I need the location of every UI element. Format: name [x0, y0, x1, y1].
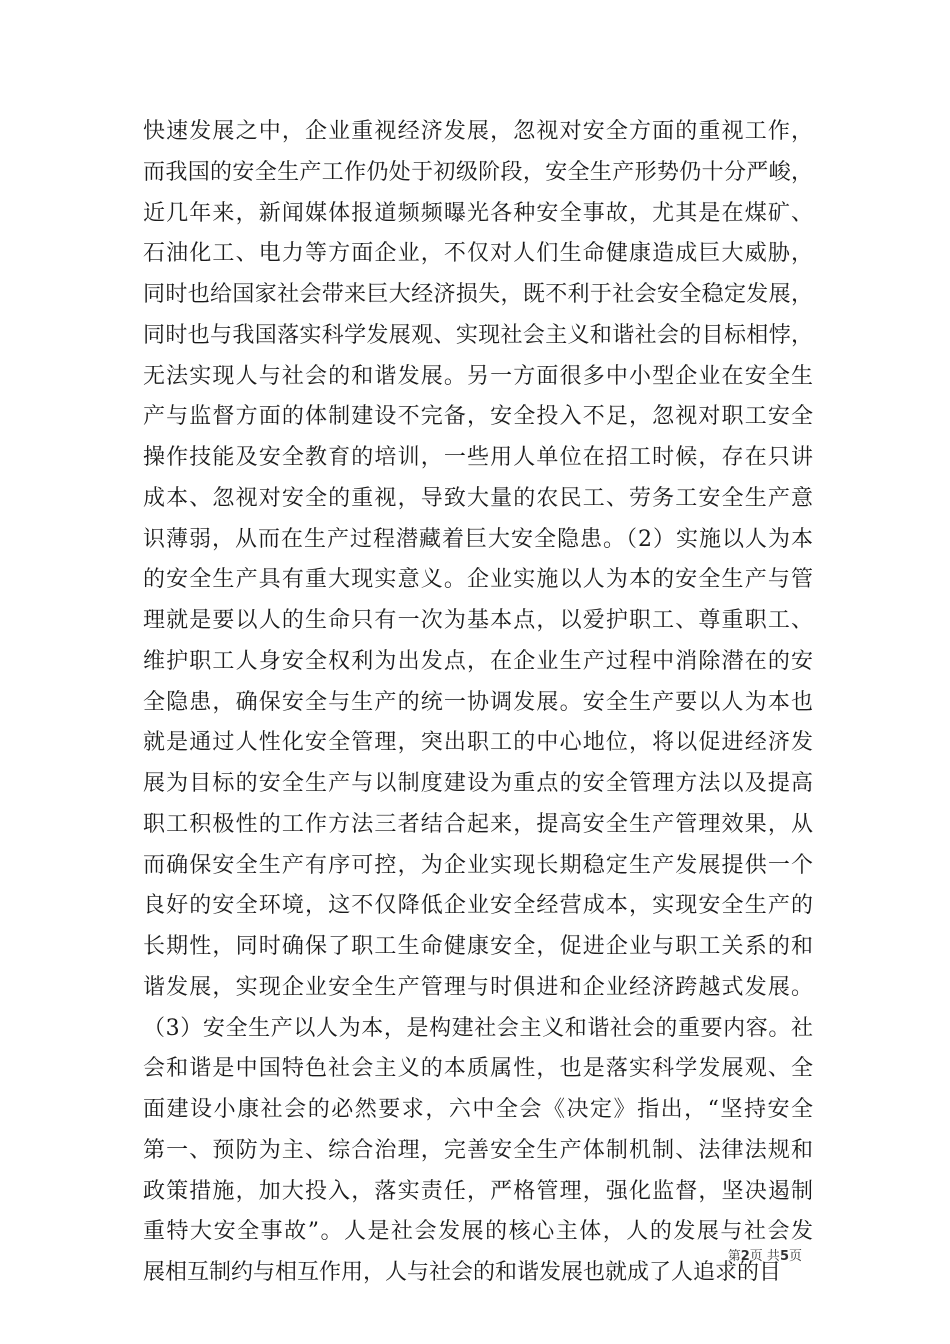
text-line: 面建设小康社会的必然要求，六中全会《决定》指出，“坚持安全 — [143, 1097, 813, 1122]
page-number-footer — [728, 1245, 802, 1264]
text-line: 全隐患，确保安全与生产的统一协调发展。安全生产要以人为本也 — [143, 689, 813, 715]
body-text — [143, 112, 813, 1294]
text-line: 成本、忽视对安全的重视，导致大量的农民工、劳务工安全生产意 — [143, 485, 813, 511]
current-page-number: 2 — [740, 1249, 750, 1264]
text-line: 同时也给国家社会带来巨大经济损失，既不利于社会安全稳定发展， — [143, 282, 813, 307]
text-line: 良好的安全环境，这不仅降低企业安全经营成本，实现安全生产的 — [143, 893, 813, 919]
text-line: 第一、预防为主、综合治理，完善安全生产体制机制、法律法规和 — [143, 1137, 813, 1163]
text-line: （3）安全生产以人为本，是构建社会主义和谐社会的重要内容。社 — [143, 1015, 813, 1041]
text-line: 近几年来，新闻媒体报道频频曝光各种安全事故，尤其是在煤矿、 — [143, 200, 813, 226]
text-line: 操作技能及安全教育的培训，一些用人单位在招工时候，存在只讲 — [143, 445, 813, 470]
text-line: 重特大安全事故”。人是社会发展的核心主体，人的发展与社会发 — [143, 1219, 813, 1245]
text-line: 政策措施，加大投入，落实责任，严格管理，强化监督，坚决遏制 — [143, 1178, 813, 1204]
page-prefix: 第 — [727, 1249, 741, 1264]
text-line: 同时也与我国落实科学发展观、实现社会主义和谐社会的目标相悖， — [143, 322, 813, 348]
text-line: 展相互制约与相互作用，人与社会的和谐发展也就成了人追求的目 — [143, 1260, 782, 1285]
text-line: 维护职工人身安全权利为出发点，在企业生产过程中消除潜在的安 — [143, 648, 813, 674]
text-line: 石油化工、电力等方面企业，不仅对人们生命健康造成巨大威胁， — [143, 241, 813, 267]
text-line: 就是通过人性化安全管理，突出职工的中心地位，将以促进经济发 — [143, 730, 813, 756]
text-line: 无法实现人与社会的和谐发展。另一方面很多中小型企业在安全生 — [143, 363, 813, 389]
text-line: 会和谐是中国特色社会主义的本质属性，也是落实科学发展观、全 — [143, 1056, 813, 1082]
text-line: 的安全生产具有重大现实意义。企业实施以人为本的安全生产与管 — [143, 567, 813, 593]
total-pages-number: 5 — [779, 1249, 789, 1264]
text-line: 理就是要以人的生命只有一次为基本点，以爱护职工、尊重职工、 — [143, 608, 813, 633]
page-suffix: 页 — [788, 1249, 802, 1264]
text-line: 而确保安全生产有序可控，为企业实现长期稳定生产发展提供一个 — [143, 852, 813, 878]
text-line: 长期性，同时确保了职工生命健康安全，促进企业与职工关系的和 — [143, 934, 813, 959]
text-line: 展为目标的安全生产与以制度建设为重点的安全管理方法以及提高 — [143, 771, 813, 796]
text-line: 而我国的安全生产工作仍处于初级阶段，安全生产形势仍十分严峻， — [143, 159, 813, 185]
text-line: 谐发展，实现企业安全生产管理与时俱进和企业经济跨越式发展。 — [143, 974, 813, 1000]
text-line: 职工积极性的工作方法三者结合起来，提高安全生产管理效果，从 — [143, 811, 813, 837]
text-line: 快速发展之中，企业重视经济发展，忽视对安全方面的重视工作， — [143, 119, 813, 144]
page-middle: 页 共 — [749, 1249, 780, 1264]
text-line: 识薄弱，从而在生产过程潜藏着巨大安全隐患。（2）实施以人为本 — [143, 526, 813, 552]
text-line: 产与监督方面的体制建设不完备，安全投入不足，忽视对职工安全 — [143, 404, 813, 430]
